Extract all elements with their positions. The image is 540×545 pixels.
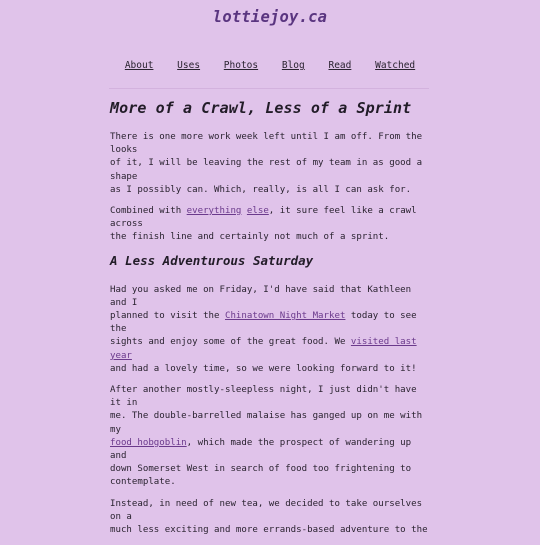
post-paragraph-1: There is one more work week left until I am off. From the looks of it, I will be leaving the rest of my team in as good a shape as I possibly can. Which, really, is all I can ask for. <box>110 132 423 195</box>
main-nav <box>0 60 540 71</box>
food-hobgoblin-link[interactable]: food hobgoblin <box>110 437 187 448</box>
text-span: , it sure feel like a crawl across the finish line and certainly not much of a sprint. <box>110 206 417 243</box>
header-divider <box>109 88 429 89</box>
site-title[interactable]: lottiejoy.ca <box>212 8 328 26</box>
chinatown-night-market-link[interactable]: Chinatown Night Market <box>224 311 346 322</box>
post-paragraph-3 <box>110 284 432 376</box>
nav-blog-link[interactable]: Blog <box>281 60 305 71</box>
text-span: today to see the sights and enjoy some of the great food. We <box>110 311 417 348</box>
section-heading: A Less Adventurous Saturday <box>110 252 314 268</box>
post-title: More of a Crawl, Less of a Sprint <box>110 99 412 117</box>
nav-photos-link[interactable]: Photos <box>223 60 259 71</box>
post-article <box>110 99 432 545</box>
text-span: Had you asked me on Friday, I'd have said that Kathleen and I planned to visit the <box>110 284 412 322</box>
post-paragraph-2 <box>110 205 432 245</box>
visited-last-year-link[interactable]: visited last year <box>110 337 417 361</box>
post-paragraph-4 <box>110 384 432 490</box>
everything-link[interactable]: everything <box>186 206 242 217</box>
text-span: , which made the prospect of wandering up and down Somerset West in search of food too frightening to contemplate. <box>110 437 412 488</box>
nav-watched-link[interactable]: Watched <box>375 60 416 71</box>
post-paragraph-5: Instead, in need of new tea, we decided to take ourselves on a much less exciting and more errands-based adventure to the <box>110 498 428 536</box>
text-span: Combined with <box>110 206 187 217</box>
nav-uses-link[interactable]: Uses <box>177 60 201 71</box>
else-link[interactable]: else <box>246 206 269 217</box>
nav-read-link[interactable]: Read <box>328 60 352 71</box>
text-span: After another mostly-sleepless night, I just didn't have it in me. The double-barrelled malaise has ganged up on me with my <box>110 385 423 435</box>
nav-about-link[interactable]: About <box>124 60 154 71</box>
text-span: and had a lovely time, so we were looking forward to it! <box>110 363 417 374</box>
